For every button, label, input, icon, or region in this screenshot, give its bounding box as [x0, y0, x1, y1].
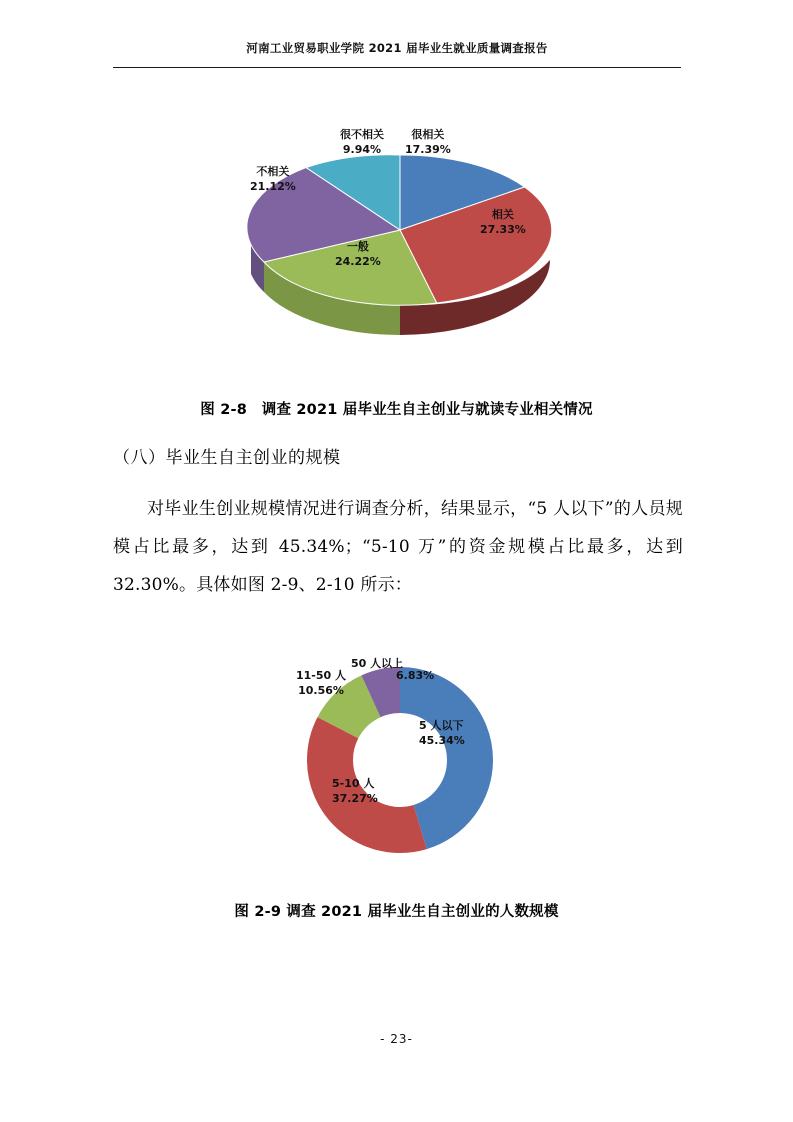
header-title: 河南工业贸易职业学院 2021 届毕业生就业质量调查报告	[246, 41, 548, 55]
section-heading: （八）毕业生自主创业的规模	[113, 448, 341, 468]
figure-caption-2-9: 图 2-9 调查 2021 届毕业生自主创业的人数规模	[234, 904, 559, 920]
pie-chart-3d-graphic	[220, 115, 580, 345]
pie-chart-major-relevance	[190, 105, 610, 355]
page-footer: - 23-	[380, 1032, 413, 1046]
pie-label-very-related: 很相关 17.39%	[405, 128, 451, 156]
figure-caption-2-8: 图 2-8 调查 2021 届毕业生自主创业与就读专业相关情况	[200, 402, 593, 418]
pie-svg	[220, 115, 580, 345]
doughnut-label-over-50-value: 6.83%	[396, 669, 435, 682]
doughnut-label-over-50: 50 人以上	[351, 657, 404, 670]
page-header	[113, 40, 681, 56]
doughnut-label-5-10: 5-10 人 37.27%	[332, 777, 378, 805]
doughnut-label-11-50: 11-50 人 10.56%	[296, 669, 347, 697]
doughnut-chart-startup-size	[250, 640, 550, 880]
pie-label-very-unrelated: 很不相关 9.94%	[340, 128, 384, 156]
pie-label-general: 一般 24.22%	[335, 240, 381, 268]
doughnut-label-under-5: 5 人以下 45.34%	[419, 719, 465, 747]
pie-label-unrelated: 不相关 21.12%	[250, 165, 296, 193]
header-divider	[113, 67, 681, 68]
body-paragraph: 对毕业生创业规模情况进行调查分析，结果显示，“5 人以下”的人员规模占比最多，达到 45.34%；“5-10 万”的资金规模占比最多，达到 32.30%。具体如图 2-9、2-10 所示：	[113, 499, 683, 595]
pie-label-related: 相关 27.33%	[480, 208, 526, 236]
